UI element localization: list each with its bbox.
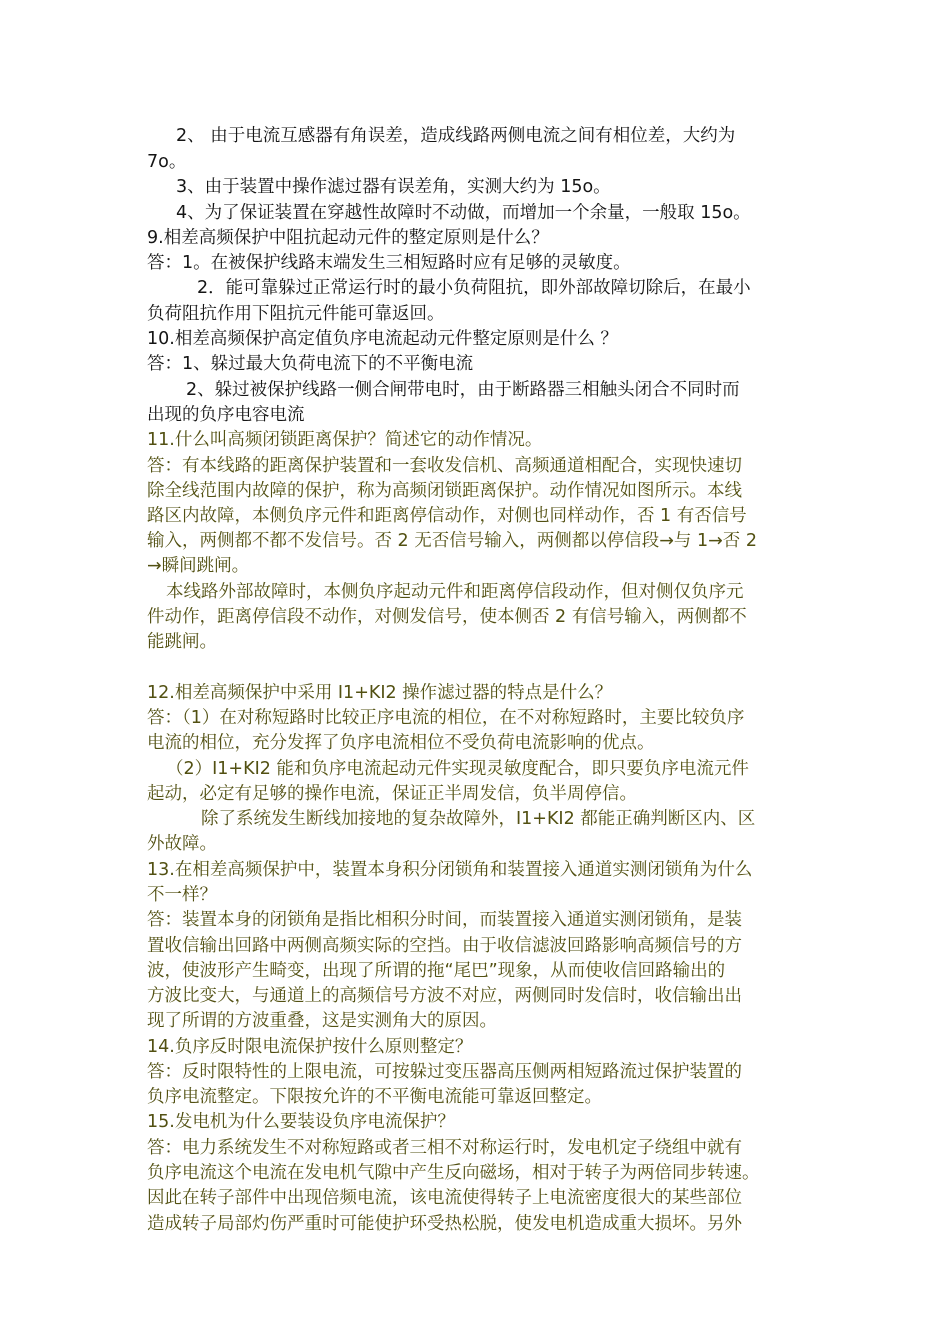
text-line: 除全线范围内故障的保护，称为高频闭锁距离保护。动作情况如图所示。本线 [147,481,742,501]
answer-text: 答：有本线路的距离保护装置和一套收发信机、高频通道相配合，实现快速切 [147,456,742,476]
question-heading: 14.负序反时限电流保护按什么原则整定？ [147,1037,473,1057]
text-line: 输入，两侧都不都不发信号。否 2 无否信号输入，两侧都以停信段→与 1→否 2 [147,531,757,551]
text-line: 方波比变大，与通道上的高频信号方波不对应，两侧同时发信时，收信输出出 [147,986,742,1006]
text-line: 电流的相位，充分发挥了负序电流相位不受负荷电流影响的优点。 [147,733,655,753]
text-line: 2、躲过被保护线路一侧合闸带电时，由于断路器三相触头闭合不同时而 [186,380,740,400]
text-line: 出现的负序电容电流 [147,405,305,425]
answer-text: 答：电力系统发生不对称短路或者三相不对称运行时，发电机定子绕组中就有 [147,1138,742,1158]
text-line: →瞬间跳闸。 [147,556,250,576]
question-heading: 11.什么叫高频闭锁距离保护？简述它的动作情况。 [147,430,543,450]
question-heading: 10.相差高频保护高定值负序电流起动元件整定原则是什么 ？ [147,329,618,349]
text-line: 负序电流这个电流在发电机气隙中产生反向磁场，相对于转子为两倍同步转速。 [147,1163,760,1183]
text-line: 负荷阻抗作用下阻抗元件能可靠返回。 [147,304,445,324]
answer-text: 答：（1）在对称短路时比较正序电流的相位，在不对称短路时，主要比较负序 [147,708,745,728]
text-line: （2）I1+KI2 能和负序电流起动元件实现灵敏度配合，即只要负序电流元件 [166,759,749,779]
answer-text: 答：1。在被保护线路末端发生三相短路时应有足够的灵敏度。 [147,253,631,273]
question-heading: 13.在相差高频保护中，装置本身积分闭锁角和装置接入通道实测闭锁角为什么 [147,860,753,880]
text-line: 置收信输出回路中两侧高频实际的空挡。由于收信滤波回路影响高频信号的方 [147,936,742,956]
text-line: 造成转子局部灼伤严重时可能使护环受热松脱，使发电机造成重大损坏。另外 [147,1214,742,1234]
question-heading: 15.发电机为什么要装设负序电流保护？ [147,1112,455,1132]
answer-text: 答：装置本身的闭锁角是指比相积分时间，而装置接入通道实测闭锁角，是装 [147,910,742,930]
text-line: 能跳闸。 [147,632,217,652]
text-line: 波，使波形产生畸变，出现了所谓的拖“尾巴”现象，从而使收信回路输出的 [147,961,726,981]
text-line: 除了系统发生断线加接地的复杂故障外，I1+KI2 都能正确判断区内、区 [201,809,756,829]
question-heading: 12.相差高频保护中采用 I1+KI2 操作滤过器的特点是什么？ [147,683,613,703]
text-line: 件动作，距离停信段不动作，对侧发信号，使本侧否 2 有信号输入，两侧都不 [147,607,747,627]
text-line: 负序电流整定。下限按允许的不平衡电流能可靠返回整定。 [147,1087,602,1107]
text-line: 本线路外部故障时，本侧负序起动元件和距离停信段动作，但对侧仅负序元 [166,582,744,602]
answer-text: 答：反时限特性的上限电流，可按躲过变压器高压侧两相短路流过保护装置的 [147,1062,742,1082]
text-line: 现了所谓的方波重叠，这是实测角大的原因。 [147,1011,497,1031]
text-line: 外故障。 [147,834,217,854]
text-line: 路区内故障，本侧负序元件和距离停信动作，对侧也同样动作，否 1 有否信号 [147,506,747,526]
text-line: 2．能可靠躲过正常运行时的最小负荷阻抗，即外部故障切除后，在最小 [197,278,751,298]
question-heading: 9.相差高频保护中阻抗起动元件的整定原则是什么？ [147,228,549,248]
text-line: 不一样？ [147,885,217,905]
answer-text: 答：1、躲过最大负荷电流下的不平衡电流 [147,354,474,374]
text-line: 3、由于装置中操作滤过器有误差角，实测大约为 15o。 [176,177,611,197]
text-line: 起动，必定有足够的操作电流，保证正半周发信，负半周停信。 [147,784,637,804]
text-line: 2、 由于电流互感器有角误差，造成线路两侧电流之间有相位差，大约为 [176,126,736,146]
text-line: 7o。 [147,152,187,172]
text-line: 因此在转子部件中出现倍频电流，该电流使得转子上电流密度很大的某些部位 [147,1188,742,1208]
text-line: 4、为了保证装置在穿越性故障时不动做，而增加一个余量，一般取 15o。 [176,203,751,223]
